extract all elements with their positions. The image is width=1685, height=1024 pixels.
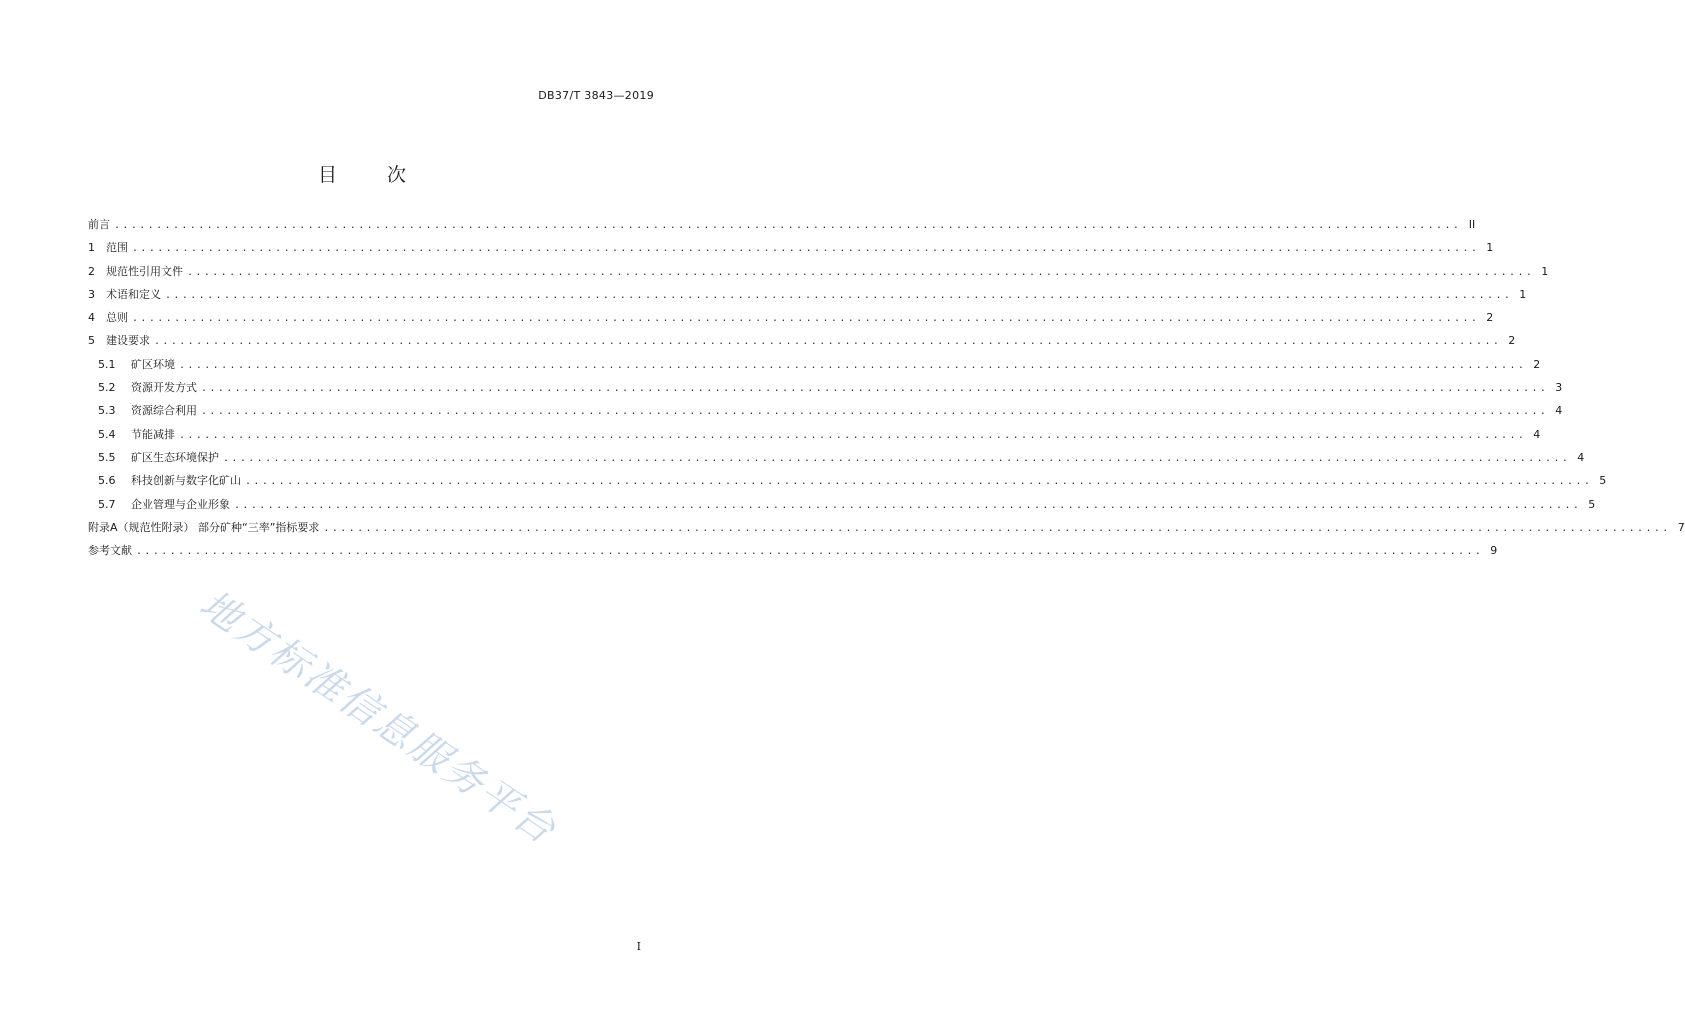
- page-title: 目 次: [317, 164, 429, 186]
- toc-leader-dots: ................................................................................................................................................................: [132, 313, 1480, 325]
- toc-entry-number: 5.1: [98, 357, 116, 371]
- toc-entry-label: 资源开发方式: [131, 381, 197, 395]
- toc-entry-label: 术语和定义: [106, 287, 161, 301]
- toc-entry-number: 5.6: [98, 474, 116, 488]
- toc-entry[interactable]: [88, 402, 1563, 425]
- toc-entry-page: 4: [1533, 427, 1541, 441]
- toc-entry[interactable]: [88, 309, 1494, 332]
- toc-entry-page: 1: [1541, 264, 1549, 278]
- toc-entry-number: 5.3: [98, 404, 116, 418]
- toc-entry[interactable]: [88, 216, 1476, 239]
- toc-leader-dots: ................................................................................................................................................................: [114, 220, 1462, 231]
- toc-entry-number: 5.4: [98, 427, 116, 441]
- toc-entry-label: 矿区生态环境保护: [131, 450, 219, 464]
- toc-leader-dots: ................................................................................................................................................................: [136, 546, 1484, 558]
- toc-entry-label: 范围: [106, 241, 128, 255]
- toc-leader-dots: ................................................................................................................................................................: [201, 406, 1549, 418]
- toc-entry[interactable]: [88, 286, 1527, 309]
- toc-entry[interactable]: [88, 519, 1685, 542]
- toc-leader-dots: ................................................................................................................................................................: [223, 452, 1571, 464]
- toc-entry-label: 参考文献: [88, 544, 132, 558]
- toc-entry[interactable]: [88, 332, 1516, 355]
- toc-entry-page: 3: [1555, 381, 1563, 395]
- toc-entry-number: 5.2: [98, 381, 116, 395]
- toc-leader-dots: ................................................................................................................................................................: [179, 429, 1527, 441]
- toc-entry[interactable]: [88, 239, 1494, 262]
- toc-entry-label: 总则: [106, 311, 128, 325]
- toc-entry-number: 4: [88, 311, 95, 325]
- toc-entry-label: 资源综合利用: [131, 404, 197, 418]
- toc-entry-page: 4: [1577, 450, 1585, 464]
- toc-entry-label: 前言: [88, 218, 110, 231]
- toc-entry-page: 2: [1508, 334, 1516, 348]
- toc-leader-dots: ................................................................................................................................................................: [154, 336, 1502, 348]
- toc-leader-dots: ................................................................................................................................................................: [201, 383, 1549, 395]
- toc-entry[interactable]: [88, 426, 1541, 449]
- toc-leader-dots: ................................................................................................................................................................: [187, 266, 1535, 278]
- toc-entry-page: 1: [1486, 241, 1494, 255]
- toc-entry-label: 规范性引用文件: [106, 264, 183, 278]
- toc-entry-number: 3: [88, 287, 95, 301]
- toc-entry-label: 矿区环境: [131, 357, 175, 371]
- table-of-contents: [88, 216, 1685, 565]
- toc-entry[interactable]: [88, 263, 1549, 286]
- toc-entry-page: II: [1468, 218, 1476, 231]
- toc-entry-page: 9: [1490, 544, 1498, 558]
- toc-leader-dots: ................................................................................................................................................................: [245, 476, 1593, 488]
- toc-entry-page: 2: [1533, 357, 1541, 371]
- toc-entry-label: 科技创新与数字化矿山: [131, 474, 241, 488]
- toc-entry[interactable]: [88, 472, 1607, 495]
- toc-entry[interactable]: [88, 496, 1596, 519]
- watermark: 地方标准信息服务平台: [191, 581, 565, 854]
- toc-entry-label: 建设要求: [106, 334, 150, 348]
- toc-entry-page: 1: [1519, 287, 1527, 301]
- toc-entry-page: 7: [1677, 520, 1685, 534]
- toc-leader-dots: ................................................................................................................................................................: [234, 499, 1582, 511]
- toc-entry-number: 5.7: [98, 497, 116, 511]
- toc-entry-number: 5: [88, 334, 95, 348]
- toc-leader-dots: ................................................................................................................................................................: [323, 522, 1671, 534]
- toc-entry-page: 4: [1555, 404, 1563, 418]
- toc-entry-number: 1: [88, 241, 95, 255]
- toc-entry[interactable]: [88, 449, 1585, 472]
- toc-entry-page: 5: [1599, 474, 1607, 488]
- document-code: DB37/T 3843—2019: [538, 89, 654, 102]
- page-number: I: [636, 940, 641, 953]
- toc-leader-dots: ................................................................................................................................................................: [179, 359, 1527, 371]
- toc-entry[interactable]: [88, 379, 1563, 402]
- toc-entry-label: 附录A（规范性附录） 部分矿种“三率”指标要求: [88, 520, 320, 534]
- toc-entry-number: 5.5: [98, 450, 116, 464]
- toc-entry-page: 2: [1486, 311, 1494, 325]
- toc-entry-number: 2: [88, 264, 95, 278]
- toc-entry-page: 5: [1588, 497, 1596, 511]
- toc-entry-label: 企业管理与企业形象: [131, 497, 230, 511]
- toc-entry[interactable]: [88, 356, 1541, 379]
- toc-leader-dots: ................................................................................................................................................................: [132, 243, 1480, 255]
- toc-entry-label: 节能减排: [131, 427, 175, 441]
- toc-entry[interactable]: [88, 542, 1498, 565]
- toc-leader-dots: ................................................................................................................................................................: [165, 289, 1513, 301]
